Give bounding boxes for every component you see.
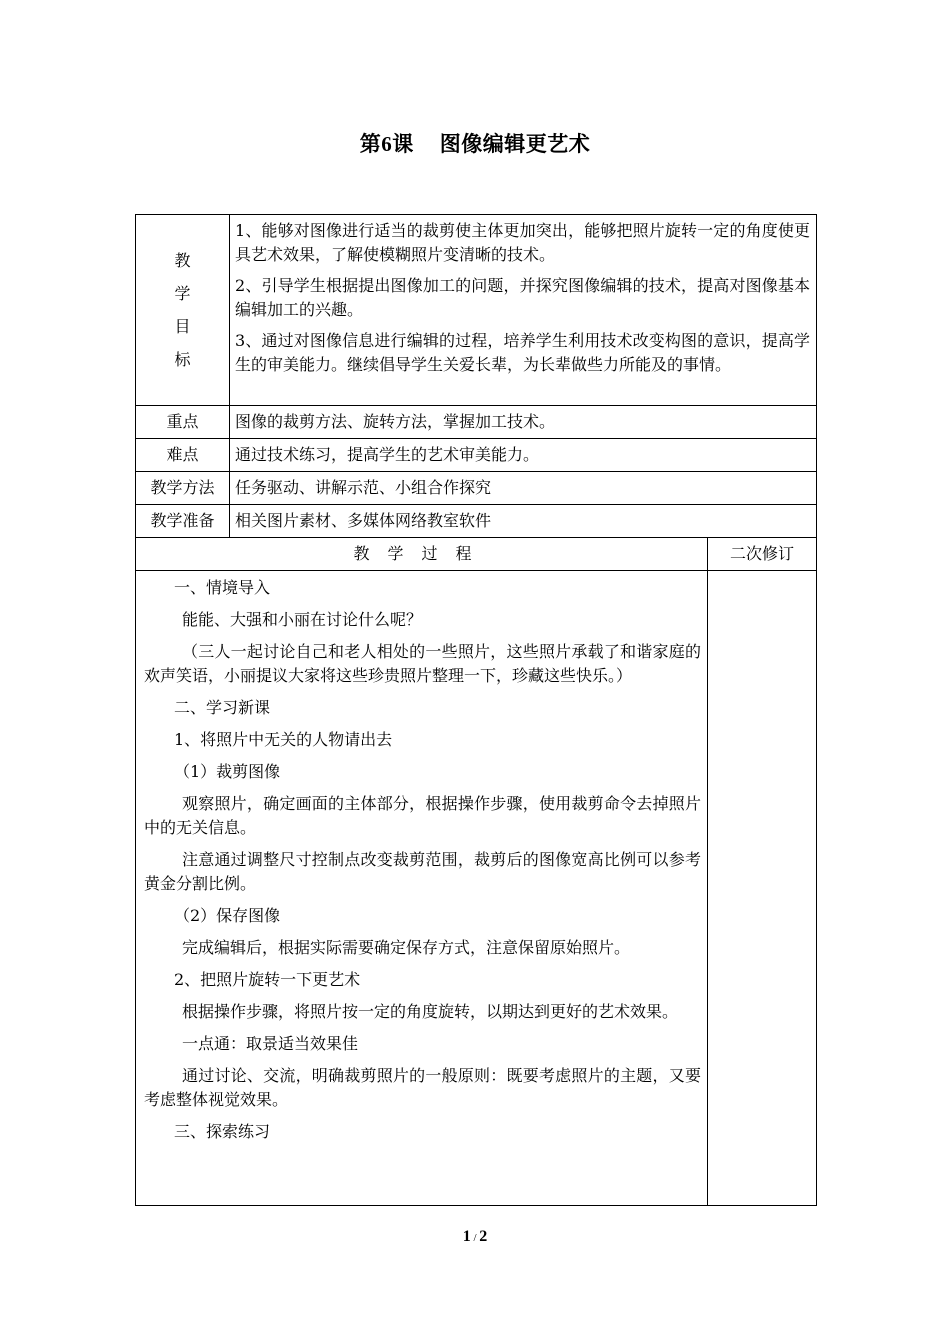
row-label: 教学准备 xyxy=(136,505,230,538)
process-paragraph: 一点通：取景适当效果佳 xyxy=(182,1034,359,1053)
process-paragraph: 通过讨论、交流，明确裁剪照片的一般原则：既要考虑照片的主题，又要考虑整体视觉效果。 xyxy=(144,1066,701,1109)
process-paragraph: 观察照片，确定画面的主体部分，根据操作步骤，使用裁剪命令去掉照片中的无关信息。 xyxy=(144,794,701,837)
row-label: 难点 xyxy=(136,439,230,472)
process-paragraph: 注意通过调整尺寸控制点改变裁剪范围，裁剪后的图像宽高比例可以参考黄金分割比例。 xyxy=(144,850,701,893)
process-paragraph: 2、把照片旋转一下更艺术 xyxy=(174,970,361,989)
row-label: 教学方法 xyxy=(136,472,230,505)
row-content: 相关图片素材、多媒体网络教室软件 xyxy=(230,505,817,538)
row-label: 重点 xyxy=(136,406,230,439)
goal-item: 2、引导学生根据提出图像加工的问题，并探究图像编辑的技术，提高对图像基本编辑加工的兴趣。 xyxy=(235,276,810,319)
row-content: 图像的裁剪方法、旋转方法，掌握加工技术。 xyxy=(230,406,817,439)
goal-item: 3、通过对图像信息进行编辑的过程，培养学生利用技术改变构图的意识，提高学生的审美能力。继续倡导学生关爱长辈，为长辈做些力所能及的事情。 xyxy=(235,331,810,374)
goals-content xyxy=(230,215,817,406)
process-header-row xyxy=(136,538,817,571)
process-content xyxy=(136,571,708,1206)
goals-label-char: 标 xyxy=(174,350,191,369)
process-paragraph: 三、探索练习 xyxy=(174,1122,271,1141)
title-lesson-word: 课 xyxy=(392,132,414,156)
process-paragraph: （1）裁剪图像 xyxy=(174,762,281,781)
goals-label-char: 目 xyxy=(174,317,191,336)
process-paragraph: 二、学习新课 xyxy=(174,698,271,717)
difficulty-row xyxy=(136,439,817,472)
preparation-row xyxy=(136,505,817,538)
total-pages: 2 xyxy=(479,1228,488,1245)
row-content: 通过技术练习，提高学生的艺术审美能力。 xyxy=(230,439,817,472)
method-row xyxy=(136,472,817,505)
row-content: 任务驱动、讲解示范、小组合作探究 xyxy=(230,472,817,505)
goals-label-char: 教 xyxy=(174,251,191,270)
revision-header: 二次修订 xyxy=(708,538,817,571)
lesson-name: 图像编辑更艺术 xyxy=(439,132,591,156)
process-paragraph: （2）保存图像 xyxy=(174,906,281,925)
title-prefix: 第 xyxy=(359,132,382,156)
goals-label-char: 学 xyxy=(174,284,191,303)
goal-item: 1、能够对图像进行适当的裁剪使主体更加突出，能够把照片旋转一定的角度使更具艺术效果，了解使模糊照片变清晰的技术。 xyxy=(235,221,810,264)
process-header: 教学过程 xyxy=(136,538,708,571)
lesson-plan-table xyxy=(135,214,817,1206)
process-paragraph: 能能、大强和小丽在讨论什么呢？ xyxy=(182,610,423,629)
page-title xyxy=(0,128,950,158)
goals-row xyxy=(136,215,817,406)
process-paragraph: 根据操作步骤，将照片按一定的角度旋转，以期达到更好的艺术效果。 xyxy=(182,1002,679,1021)
process-paragraph: 1、将照片中无关的人物请出去 xyxy=(174,730,393,749)
process-paragraph: 一、情境导入 xyxy=(174,578,271,597)
goals-label xyxy=(136,215,230,406)
process-body-row xyxy=(136,571,817,1206)
lesson-number: 6 xyxy=(381,132,393,156)
revision-notes-cell xyxy=(708,571,817,1206)
process-paragraph: 完成编辑后，根据实际需要确定保存方式，注意保留原始照片。 xyxy=(182,938,631,957)
process-paragraph: （三人一起讨论自己和老人相处的一些照片，这些照片承载了和谐家庭的欢声笑语，小丽提议大家将这些珍贵照片整理一下，珍藏这些快乐。） xyxy=(144,642,701,685)
key-points-row xyxy=(136,406,817,439)
page-number: 1 / 2 xyxy=(462,1228,488,1245)
current-page: 1 xyxy=(462,1228,471,1245)
